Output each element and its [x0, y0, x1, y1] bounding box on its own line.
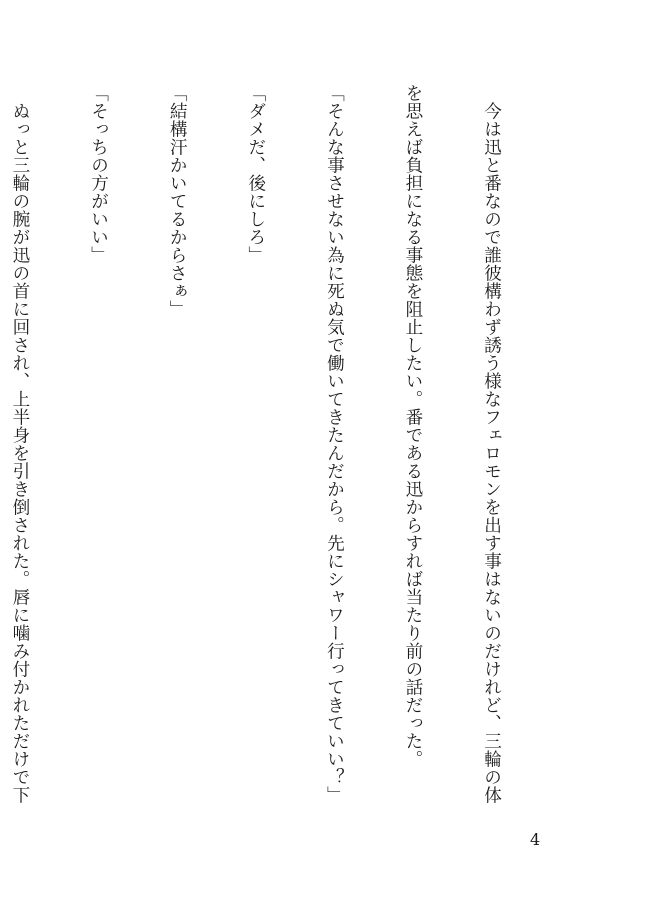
text-line: ぬっと三輪の腕が迅の首に回され、上半身を引き倒された。唇に噛み付かれただけで下	[9, 84, 30, 804]
text-line: 「そんな事させない為に死ぬ気で働いてきたんだから。先にシャワー行ってきていい？」	[324, 84, 345, 804]
text-line: 「ダメだ、後にしろ」	[245, 84, 266, 264]
page-number: 4	[530, 830, 541, 849]
text-line: 「そっちの方がいい」	[88, 84, 109, 264]
text-line: 「結構汗かいてるからさぁ」	[167, 84, 188, 318]
vertical-text-body	[0, 84, 557, 820]
text-line: 今は迅と番なので誰彼構わず誘う様なフェロモンを出す事はないのだけれど、三輪の体	[481, 84, 502, 804]
text-line: を思えば負担になる事態を阻止したい。番である迅からすれば当たり前の話だった。	[402, 84, 423, 768]
